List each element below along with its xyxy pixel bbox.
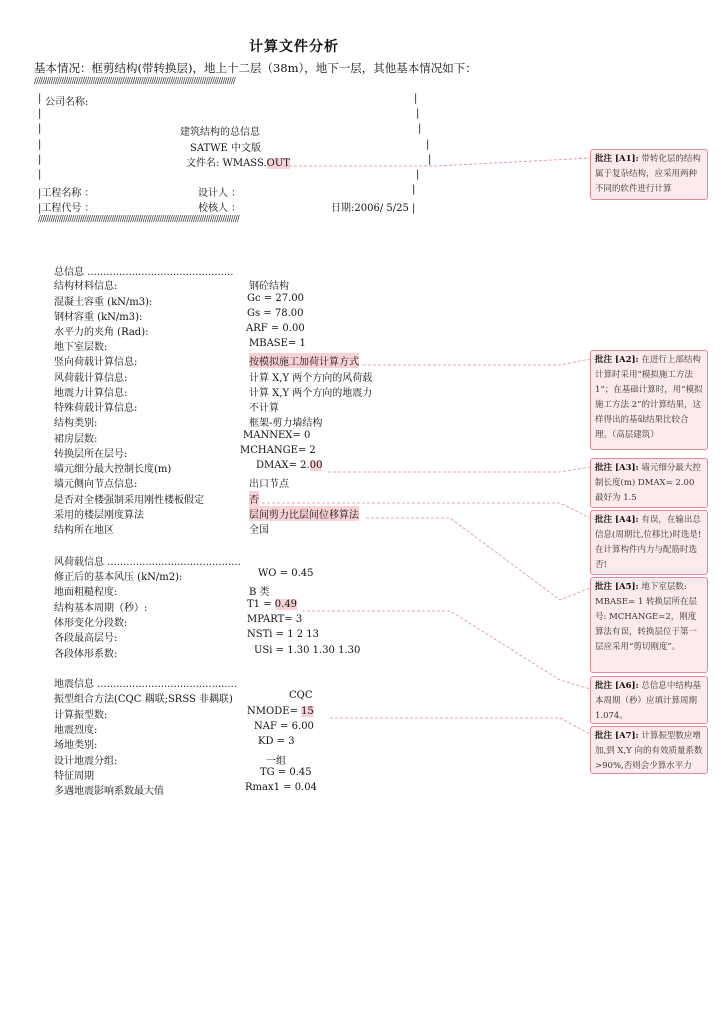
row-label: 转换层所在层号: bbox=[54, 449, 128, 460]
header-bar-right: | bbox=[418, 123, 422, 134]
row-label: 地震烈度: bbox=[54, 725, 98, 736]
row-value: NSTi = 1 2 13 bbox=[247, 629, 320, 640]
slash-divider-top: //////////////////////////////////////////////////////////////////////////////////////////////// bbox=[34, 76, 236, 85]
comment-tag: 批注 [A1]: bbox=[595, 154, 639, 164]
row-label: 结构所在地区 bbox=[54, 525, 114, 536]
row-value: B 类 bbox=[249, 587, 270, 598]
slash-divider-bottom: //////////////////////////////////////////////////////////////////////////////////////////////// bbox=[38, 214, 240, 223]
row-label: 地震力计算信息: bbox=[54, 388, 128, 399]
row-value: 框架-剪力墙结构 bbox=[249, 418, 323, 429]
row-value: USi = 1.30 1.30 1.30 bbox=[254, 645, 361, 656]
header-bar-right: | bbox=[414, 93, 418, 104]
header-bar-left: | bbox=[38, 169, 42, 180]
row-label: 采用的楼层刚度算法 bbox=[54, 510, 144, 521]
row-label: 结构类别: bbox=[54, 418, 98, 429]
header-bar-left: | bbox=[38, 139, 42, 150]
row-value: 计算 X,Y 两个方向的地震力 bbox=[249, 388, 373, 399]
project-name-label: |工程名称 ： bbox=[38, 188, 95, 199]
designer-label: 设计人 ： bbox=[198, 188, 242, 199]
row-value: Gs = 78.00 bbox=[247, 308, 304, 319]
t1-prefix: T1 = bbox=[247, 599, 275, 610]
header-bar-right: | bbox=[426, 139, 430, 150]
comment-tag: 批注 [A2]: bbox=[595, 355, 639, 365]
row-value: WO = 0.45 bbox=[258, 568, 314, 579]
row-label: 墙元侧向节点信息: bbox=[54, 479, 138, 490]
intro-text: 基本情况：框剪结构(带转换层)，地上十二层（38m），地下一层，其他基本情况如下： bbox=[34, 61, 477, 75]
header-bar-left: | bbox=[38, 93, 42, 104]
row-value: KD = 3 bbox=[258, 736, 295, 747]
row-label: 振型组合方法(CQC 耦联;SRSS 非耦联) bbox=[54, 694, 233, 705]
row-value: MBASE= 1 bbox=[249, 338, 306, 349]
header-bar-right: | bbox=[428, 154, 432, 165]
row-label: 裙房层数: bbox=[54, 434, 98, 445]
comment-tag: 批注 [A6]: bbox=[595, 681, 639, 691]
comment-text: 有误，在输出总信息(周期比,位移比)时选是!在计算构件内力与配筋时选否! bbox=[595, 515, 702, 570]
comment-a7[interactable] bbox=[590, 726, 708, 774]
comment-tag: 批注 [A5]: bbox=[595, 582, 639, 592]
row-value: 全国 bbox=[249, 525, 269, 536]
comment-anchor-a6[interactable]: 0.49 bbox=[274, 599, 298, 610]
row-value: MPART= 3 bbox=[247, 614, 303, 625]
comment-text: 墙元细分最大控制长度(m) DMAX= 2.00 最好为 1.5 bbox=[595, 463, 701, 503]
comment-a6[interactable] bbox=[590, 676, 708, 724]
comment-anchor-a3[interactable]: 00 bbox=[309, 460, 323, 471]
row-value: Rmax1 = 0.04 bbox=[245, 782, 317, 793]
company-label: 公司名称: bbox=[45, 97, 89, 108]
row-label: 水平力的夹角 (Rad): bbox=[54, 327, 149, 338]
comment-tag: 批注 [A3]: bbox=[595, 463, 639, 473]
row-label: 风荷载计算信息: bbox=[54, 373, 128, 384]
row-label: 地下室层数: bbox=[54, 342, 108, 353]
row-label: 多遇地震影响系数最大值 bbox=[54, 786, 164, 797]
leader-a1 bbox=[284, 158, 590, 166]
row-label: 特征周期 bbox=[54, 771, 94, 782]
row-label: 体形变化分段数: bbox=[54, 618, 128, 629]
comment-tag: 批注 [A4]: bbox=[595, 515, 639, 525]
row-value: 钢砼结构 bbox=[249, 281, 289, 292]
row-label: 混凝土容重 (kN/m3): bbox=[54, 297, 153, 308]
header-bar-right: | bbox=[412, 184, 416, 195]
comment-anchor-a5[interactable]: 层间剪力比层间位移算法 bbox=[249, 506, 359, 521]
row-value: MCHANGE= 2 bbox=[240, 445, 316, 456]
row-label: 墙元细分最大控制长度(m) bbox=[54, 464, 172, 475]
page-title: 计算文件分析 bbox=[249, 39, 339, 55]
comment-anchor-a1[interactable]: OUT bbox=[266, 158, 290, 169]
checker-label: 校核人 ： bbox=[198, 203, 242, 214]
row-label: 场地类别: bbox=[54, 740, 98, 751]
comment-a1[interactable] bbox=[590, 149, 708, 200]
row-value: TG = 0.45 bbox=[260, 767, 312, 778]
leader-a7 bbox=[330, 718, 590, 734]
header-bar-right: | bbox=[416, 108, 420, 119]
row-value: ARF = 0.00 bbox=[246, 323, 305, 334]
leader-a2 bbox=[363, 359, 590, 365]
nmode-prefix: NMODE= bbox=[247, 706, 302, 717]
wind-heading: 风荷载信息 .......................................... bbox=[54, 557, 241, 568]
header-bar-left: | bbox=[38, 123, 42, 134]
filename-label: 文件名: WMASS. bbox=[186, 158, 267, 169]
row-value: Gc = 27.00 bbox=[247, 293, 304, 304]
row-label: 修正后的基本风压 (kN/m2): bbox=[54, 572, 183, 583]
banner-title: 建筑结构的总信息 bbox=[180, 127, 260, 138]
leader-a6 bbox=[302, 611, 590, 689]
row-label: 结构材料信息: bbox=[54, 281, 118, 292]
row-value: 出口节点 bbox=[249, 479, 289, 490]
row-value: CQC bbox=[289, 690, 313, 701]
row-label: 竖向荷载计算信息: bbox=[54, 357, 138, 368]
row-label: 各段体形系数: bbox=[54, 649, 118, 660]
comment-a4[interactable] bbox=[590, 510, 708, 575]
leader-a3 bbox=[328, 467, 590, 472]
header-bar-right: | bbox=[416, 169, 420, 180]
comment-anchor-a2[interactable]: 按模拟施工加荷计算方式 bbox=[249, 353, 359, 368]
row-label: 设计地震分组: bbox=[54, 756, 118, 767]
comment-text: 地下室层数: MBASE= 1 转换层所在层号: MCHANGE=2，刚度算法有误，转换层位于第一层应采用“剪切刚度”。 bbox=[595, 582, 698, 652]
row-label: 计算振型数: bbox=[54, 710, 108, 721]
comment-tag: 批注 [A7]: bbox=[595, 731, 639, 741]
dmax-prefix: DMAX= 2. bbox=[256, 460, 310, 471]
header-bar-left: | bbox=[38, 154, 42, 165]
comment-text: 计算振型数应增加,到 X,Y 向的有效质量系数>90%,否则会少算水平力 bbox=[595, 731, 703, 771]
row-label: 是否对全楼强制采用刚性楼板假定 bbox=[54, 495, 204, 506]
comment-a3[interactable] bbox=[590, 458, 708, 508]
comment-text: 总信息中结构基本周期（秒）应填计算周期 1.074。 bbox=[595, 681, 701, 721]
row-value: MANNEX= 0 bbox=[243, 430, 311, 441]
leader-a4 bbox=[262, 503, 590, 518]
row-label: 特殊荷载计算信息: bbox=[54, 403, 138, 414]
general-heading: 总信息 .............................................. bbox=[54, 267, 234, 278]
row-value: NAF = 6.00 bbox=[254, 721, 314, 732]
comment-a2[interactable] bbox=[590, 350, 708, 450]
row-label: 地面粗糙程度: bbox=[54, 587, 118, 598]
header-bar-left: | bbox=[38, 108, 42, 119]
row-value: 一组 bbox=[266, 756, 286, 767]
project-code-label: |工程代号 ： bbox=[38, 203, 95, 214]
date-label: 日期:2006/ 5/25 | bbox=[331, 203, 416, 214]
comment-text: 在进行上部结构计算时采用“模拟施工方法1”；在基础计算时，用“模拟施工方法 2”的计算结果，这样得出的基础结果比较合理。（高层建筑） bbox=[595, 355, 703, 440]
row-value: 不计算 bbox=[249, 403, 279, 414]
row-label: 钢材容重 (kN/m3): bbox=[54, 312, 143, 323]
leader-a5 bbox=[366, 518, 590, 600]
comment-anchor-a7[interactable]: 15 bbox=[301, 706, 314, 717]
row-label: 结构基本周期（秒）: bbox=[54, 603, 148, 614]
comment-text: 带转化层的结构属于复杂结构，应采用两种不同的软件进行计算 bbox=[595, 154, 701, 194]
version-label: SATWE 中文版 bbox=[190, 143, 261, 154]
row-value: 计算 X,Y 两个方向的风荷载 bbox=[249, 373, 373, 384]
comment-anchor-a4[interactable]: 否 bbox=[249, 491, 259, 506]
seismic-heading: 地震信息 ............................................ bbox=[54, 679, 238, 690]
comment-a5[interactable] bbox=[590, 577, 708, 673]
row-label: 各段最高层号: bbox=[54, 633, 118, 644]
